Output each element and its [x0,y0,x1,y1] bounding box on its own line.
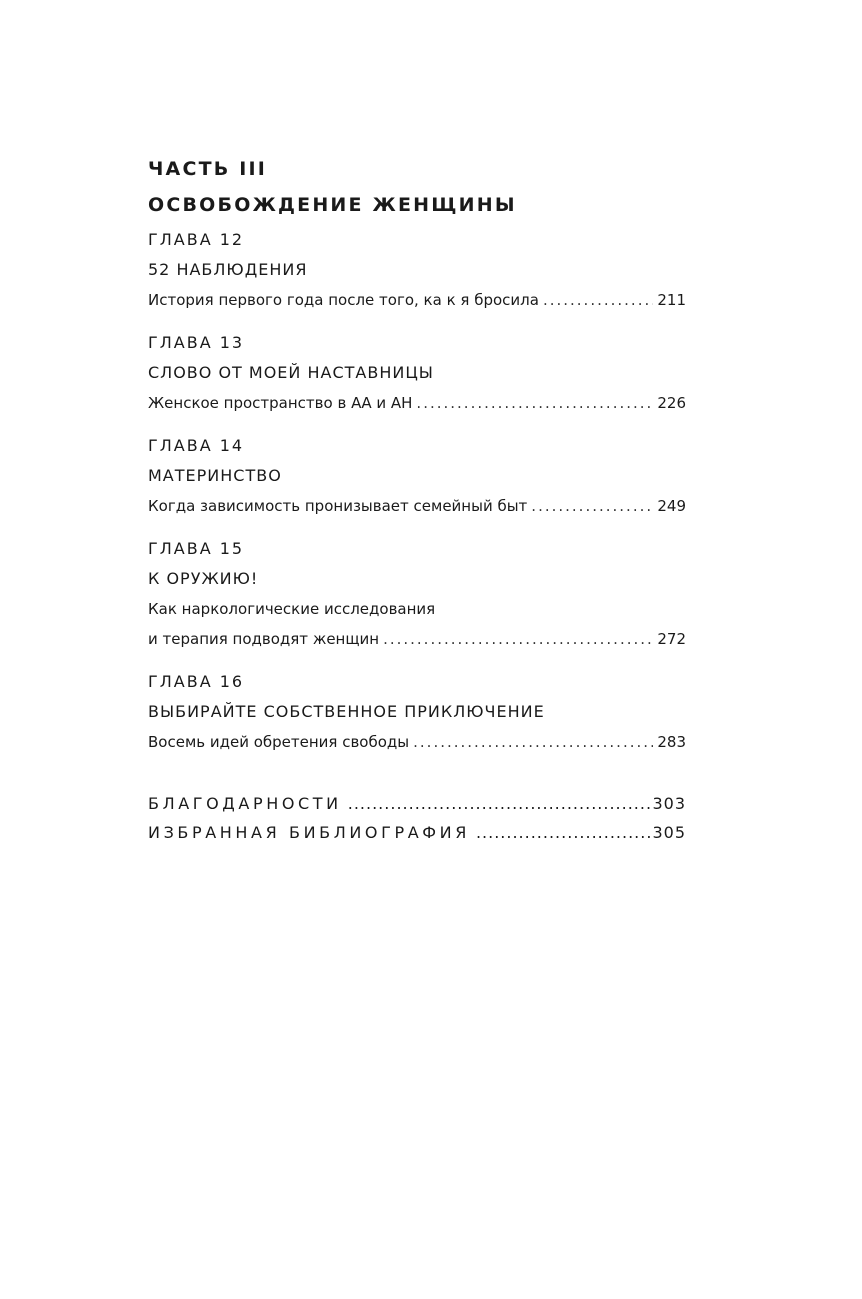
back-matter-title: ИЗБРАННАЯ БИБЛИОГРАФИЯ [148,823,470,842]
chapter-title: 52 НАБЛЮДЕНИЯ [148,260,308,279]
chapter-13 [148,328,686,418]
toc-entry[interactable] [148,624,686,654]
part-label: ЧАСТЬ III [148,158,268,180]
chapter-label: ГЛАВА 14 [148,436,245,455]
chapter-label: ГЛАВА 16 [148,672,245,691]
chapter-15 [148,534,686,654]
chapter-14 [148,431,686,521]
chapter-subtitle: Женское пространство в АА и АН [148,394,413,412]
dot-leader [543,285,653,315]
toc-entry-acknowledgements[interactable] [148,789,686,818]
page-number: 226 [657,394,686,412]
chapter-title: ВЫБИРАЙТЕ СОБСТВЕННОЕ ПРИКЛЮЧЕНИЕ [148,702,545,721]
toc-entry-bibliography[interactable] [148,818,686,847]
back-matter-title: БЛАГОДАРНОСТИ [148,794,342,813]
chapter-title: К ОРУЖИЮ! [148,569,259,588]
dot-leader [531,491,653,521]
chapter-label: ГЛАВА 15 [148,539,245,558]
chapter-label: ГЛАВА 12 [148,230,245,249]
page-number: 283 [657,733,686,751]
part-title: ОСВОБОЖДЕНИЕ ЖЕНЩИНЫ [148,194,517,216]
chapter-subtitle: и терапия подводят женщин [148,630,380,648]
dot-leader [476,818,653,847]
toc-entry[interactable] [148,727,686,757]
chapter-16 [148,667,686,757]
chapter-subtitle: История первого года после того, ка к я бросила [148,291,539,309]
page-number: 249 [657,497,686,515]
chapter-title: МАТЕРИНСТВО [148,466,282,485]
dot-leader [416,388,653,418]
page-number: 272 [657,630,686,648]
dot-leader [383,624,653,654]
dot-leader [413,727,653,757]
page-number: 211 [657,291,686,309]
chapter-label: ГЛАВА 13 [148,333,245,352]
dot-leader [348,789,653,818]
page-number: 305 [652,823,686,842]
chapter-subtitle-line: Как наркологические исследования [148,600,436,618]
back-matter [148,789,686,847]
toc-page [148,153,686,847]
chapter-title: СЛОВО ОТ МОЕЙ НАСТАВНИЦЫ [148,363,434,382]
toc-entry[interactable] [148,285,686,315]
chapter-subtitle: Восемь идей обретения свободы [148,733,410,751]
chapter-subtitle: Когда зависимость пронизывает семейный быт [148,497,528,515]
toc-entry[interactable] [148,388,686,418]
page-number: 303 [652,794,686,813]
chapter-12 [148,225,686,315]
toc-entry[interactable] [148,491,686,521]
